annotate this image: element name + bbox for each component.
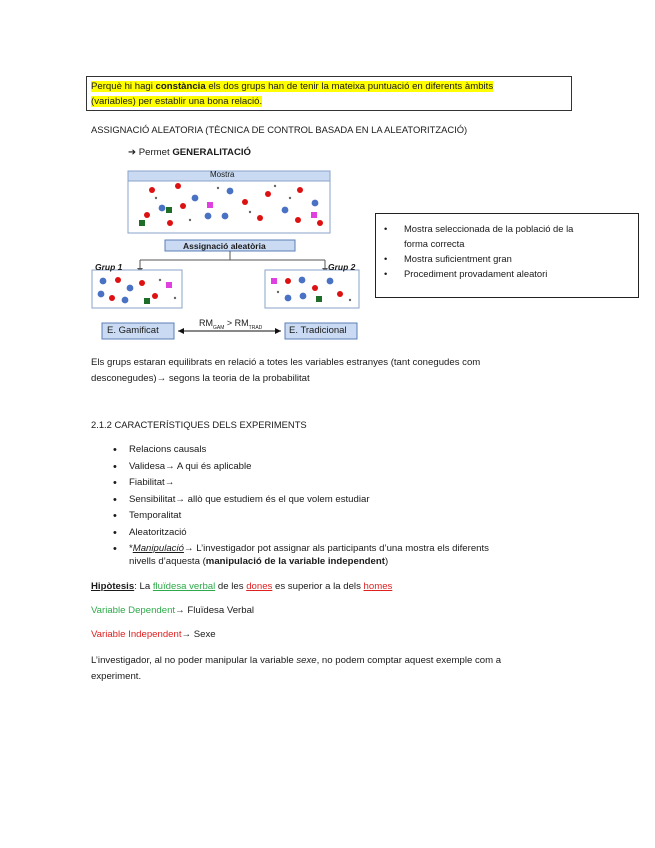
hypothesis-women: dones [246, 581, 273, 592]
rm-comparison [199, 318, 262, 331]
conclusion-line-1 [91, 653, 501, 669]
dependent-variable-line [91, 605, 254, 616]
intro-box [86, 76, 572, 111]
side-item-text: Mostra seleccionada de la població de la [404, 223, 574, 234]
intro-prefix: Perquè hi hagi [91, 81, 156, 92]
side-item-text: forma correcta [404, 238, 465, 249]
group2-label: Grup 2 [328, 262, 356, 272]
indep-var-arrow: → [181, 629, 192, 640]
rm-mid: > RM [224, 318, 249, 328]
manip-arrow: → [183, 543, 194, 554]
manip-rest: L’investigador pot assignar als participants d’una mostra els diferents [193, 543, 489, 554]
manip-line2-bold: manipulació de la variable independent [205, 556, 385, 567]
rm-sub-2: TRAD [248, 324, 263, 331]
groups-paragraph [91, 355, 480, 387]
hypothesis-fluency: fluïdesa verbal [152, 581, 216, 592]
intro-bold-word: constància [155, 81, 206, 92]
dep-var-arrow: → [175, 605, 185, 616]
dep-var-value: Fluïdesa Verbal [184, 605, 255, 616]
side-item-text: Mostra suficientment gran [404, 253, 512, 264]
independent-variable-line [91, 629, 216, 640]
char-heading: 2.1.2 CARACTERÍSTIQUES DELS EXPERIMENTS [91, 419, 307, 430]
group1-label: Grup 1 [95, 262, 123, 272]
permet-line [128, 147, 251, 158]
list-item: • Sensibilitat→ allò que estudiem és el que volem estudiar [113, 493, 489, 510]
rm-text: RM [199, 318, 213, 328]
sample-label: Mostra [210, 170, 235, 179]
left-box-label: E. Gamificat [107, 325, 159, 336]
conclusion-post: , no podem comptar aquest exemple com a [316, 655, 502, 666]
conclusion-pre: L’investigador, al no poder manipular la variable [91, 655, 297, 666]
side-item: • Mostra seleccionada de la població de la [384, 223, 574, 234]
conclusion-italic: sexe [296, 655, 317, 666]
permet-text: Permet [138, 147, 173, 158]
group2-box [265, 270, 359, 308]
list-item: • Aleatorització [113, 526, 489, 543]
hypothesis-label: Hipòtesis [91, 581, 135, 592]
conclusion-paragraph [91, 653, 501, 685]
hypothesis-colon: : La [134, 581, 153, 592]
manip-star: * [129, 543, 133, 554]
side-box [375, 213, 639, 298]
indep-var-label: Variable Independent [91, 629, 182, 640]
groups-line-2: desconegudes)→ segons la teoria de la probabilitat [91, 373, 310, 384]
arrow-icon: ➔ [128, 147, 137, 158]
rm-sub-1: GAM [213, 324, 225, 331]
intro-line-2 [91, 95, 262, 108]
side-item-text: Procediment provadament aleatori [404, 268, 548, 279]
side-item: • Mostra suficientment gran [384, 253, 512, 264]
manip-line2-post: ) [384, 556, 389, 567]
random-label: Assignació aleatòria [183, 241, 266, 251]
list-item: • Validesa→ A qui és aplicable [113, 460, 489, 477]
hypothesis-line [91, 581, 392, 592]
intro-rest: els dos grups han de tenir la mateixa puntuació en diferents àmbits [205, 81, 494, 92]
group1-box [92, 270, 182, 308]
manip-line2-pre: nivells d’aquesta ( [129, 556, 206, 567]
list-item: • Fiabilitat→ [113, 476, 489, 493]
list-item: • Temporalitat [113, 509, 489, 526]
side-item-continuation [404, 236, 573, 251]
permet-bold: GENERALITACIÓ [172, 147, 252, 158]
right-box-label: E. Tradicional [289, 325, 347, 336]
hypothesis-mid2: es superior a la dels [272, 581, 364, 592]
assign-heading: ASSIGNACIÓ ALEATORIA (TÈCNICA DE CONTROL BASADA EN LA ALEATORITZACIÓ) [91, 124, 468, 135]
groups-line-1: Els grups estaran equilibrats en relació a totes les variables estranyes (tant conegudes com [91, 357, 481, 368]
conclusion-line-2: experiment. [91, 671, 142, 682]
list-item: • Relacions causals [113, 443, 489, 460]
indep-var-value: Sexe [191, 629, 216, 640]
side-list [384, 221, 574, 281]
dep-var-label: Variable Dependent [91, 605, 176, 616]
manip-line-2 [129, 556, 388, 567]
manip-word: Manipulació [132, 543, 184, 554]
intro-line-1 [91, 80, 493, 93]
intro-line-2-text: (variables) per establir una bona relació. [91, 96, 263, 107]
char-list [113, 443, 489, 559]
hypothesis-mid: de les [215, 581, 247, 592]
hypothesis-men: homes [363, 581, 393, 592]
random-assignment-diagram [90, 168, 365, 343]
side-item: • Procediment provadament aleatori [384, 268, 548, 279]
